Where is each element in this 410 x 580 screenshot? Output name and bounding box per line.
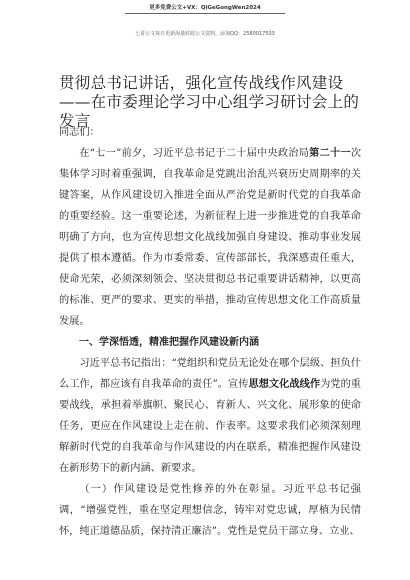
paragraph-2-text-c: 为党的重要战线，承担着举旗帜、聚民心、育新人、兴文化、展形象的使命任务，更应在作风建设上走在前、作表率。这要求我们必须深刻理解新时代党的自我革命与作风建设的内在联系，精准把握作风建设在新形势下的新内涵、新要求。 [59, 379, 361, 474]
title-line-3: 发言 [59, 112, 91, 130]
paragraph-2-text-a: 习近平总书记指出：“党组织和党员无论处在哪个层级、担负什么工作，都应该有自我革命的责任”。宣传 [59, 358, 361, 390]
title-line-1: 贯彻总书记讲话，强化宣传战线作风建设 [59, 74, 344, 92]
salutation: 同志们： [59, 127, 100, 138]
paragraph-1 [59, 143, 361, 332]
promo-header [0, 3, 410, 14]
paragraph-1-text-a: 在“七一”前夕，习近平总书记于二十届中央政治局 [79, 148, 310, 159]
paragraph-2 [59, 353, 361, 479]
paragraph-1-text-c: 次集体学习时着重强调，自我革命是党跳出治乱兴衰历史周期率的关键答案，从作风建设切入推进全面从严治党是新时代党的自我革命的重要经验。这一重要论述，为新征程上进一步推进党的自我革命明确了方向，也为宣传思想文化战线加强自身建设、推动事业发展提供了根本遵循。作为市委常委、宣传部部长，我深感责任重大，使命光荣，必须深刻领会、坚决贯彻总书记重要讲话精神，以更高的标准、更严的要求、更实的举措，推动宣传思 [59, 148, 361, 306]
promo-header-text: 更多免费公文+VX：QiGeGongWen2024 [149, 5, 261, 11]
paragraph-2-highlight: 思想文化战线作 [248, 378, 321, 390]
paragraph-1-text-d: 想文化工作高质量发展。 [59, 295, 361, 327]
header-divider [125, 13, 285, 14]
promo-subheader: 七哥公文每日更新海量时政公文资料，添加QQ：2580017503 [135, 31, 275, 37]
paragraph-3: （一）作风建设是党性修养的外在彰显。习近平总书记强调，“增强党性，重在坚定理想信念，铸牢对党忠诚，厚植为民情怀，纯正道德品质，保持清正廉洁”。党性是党员干部立身、立业、 [59, 484, 361, 537]
section-heading-1: 一、学深悟透，精准把握作风建设新内涵 [79, 337, 259, 348]
document-body [59, 122, 361, 542]
paragraph-1-highlight: 第二十一 [309, 147, 351, 159]
title-line-2: ——在市委理论学习中心组学习研讨会上的 [59, 93, 360, 111]
